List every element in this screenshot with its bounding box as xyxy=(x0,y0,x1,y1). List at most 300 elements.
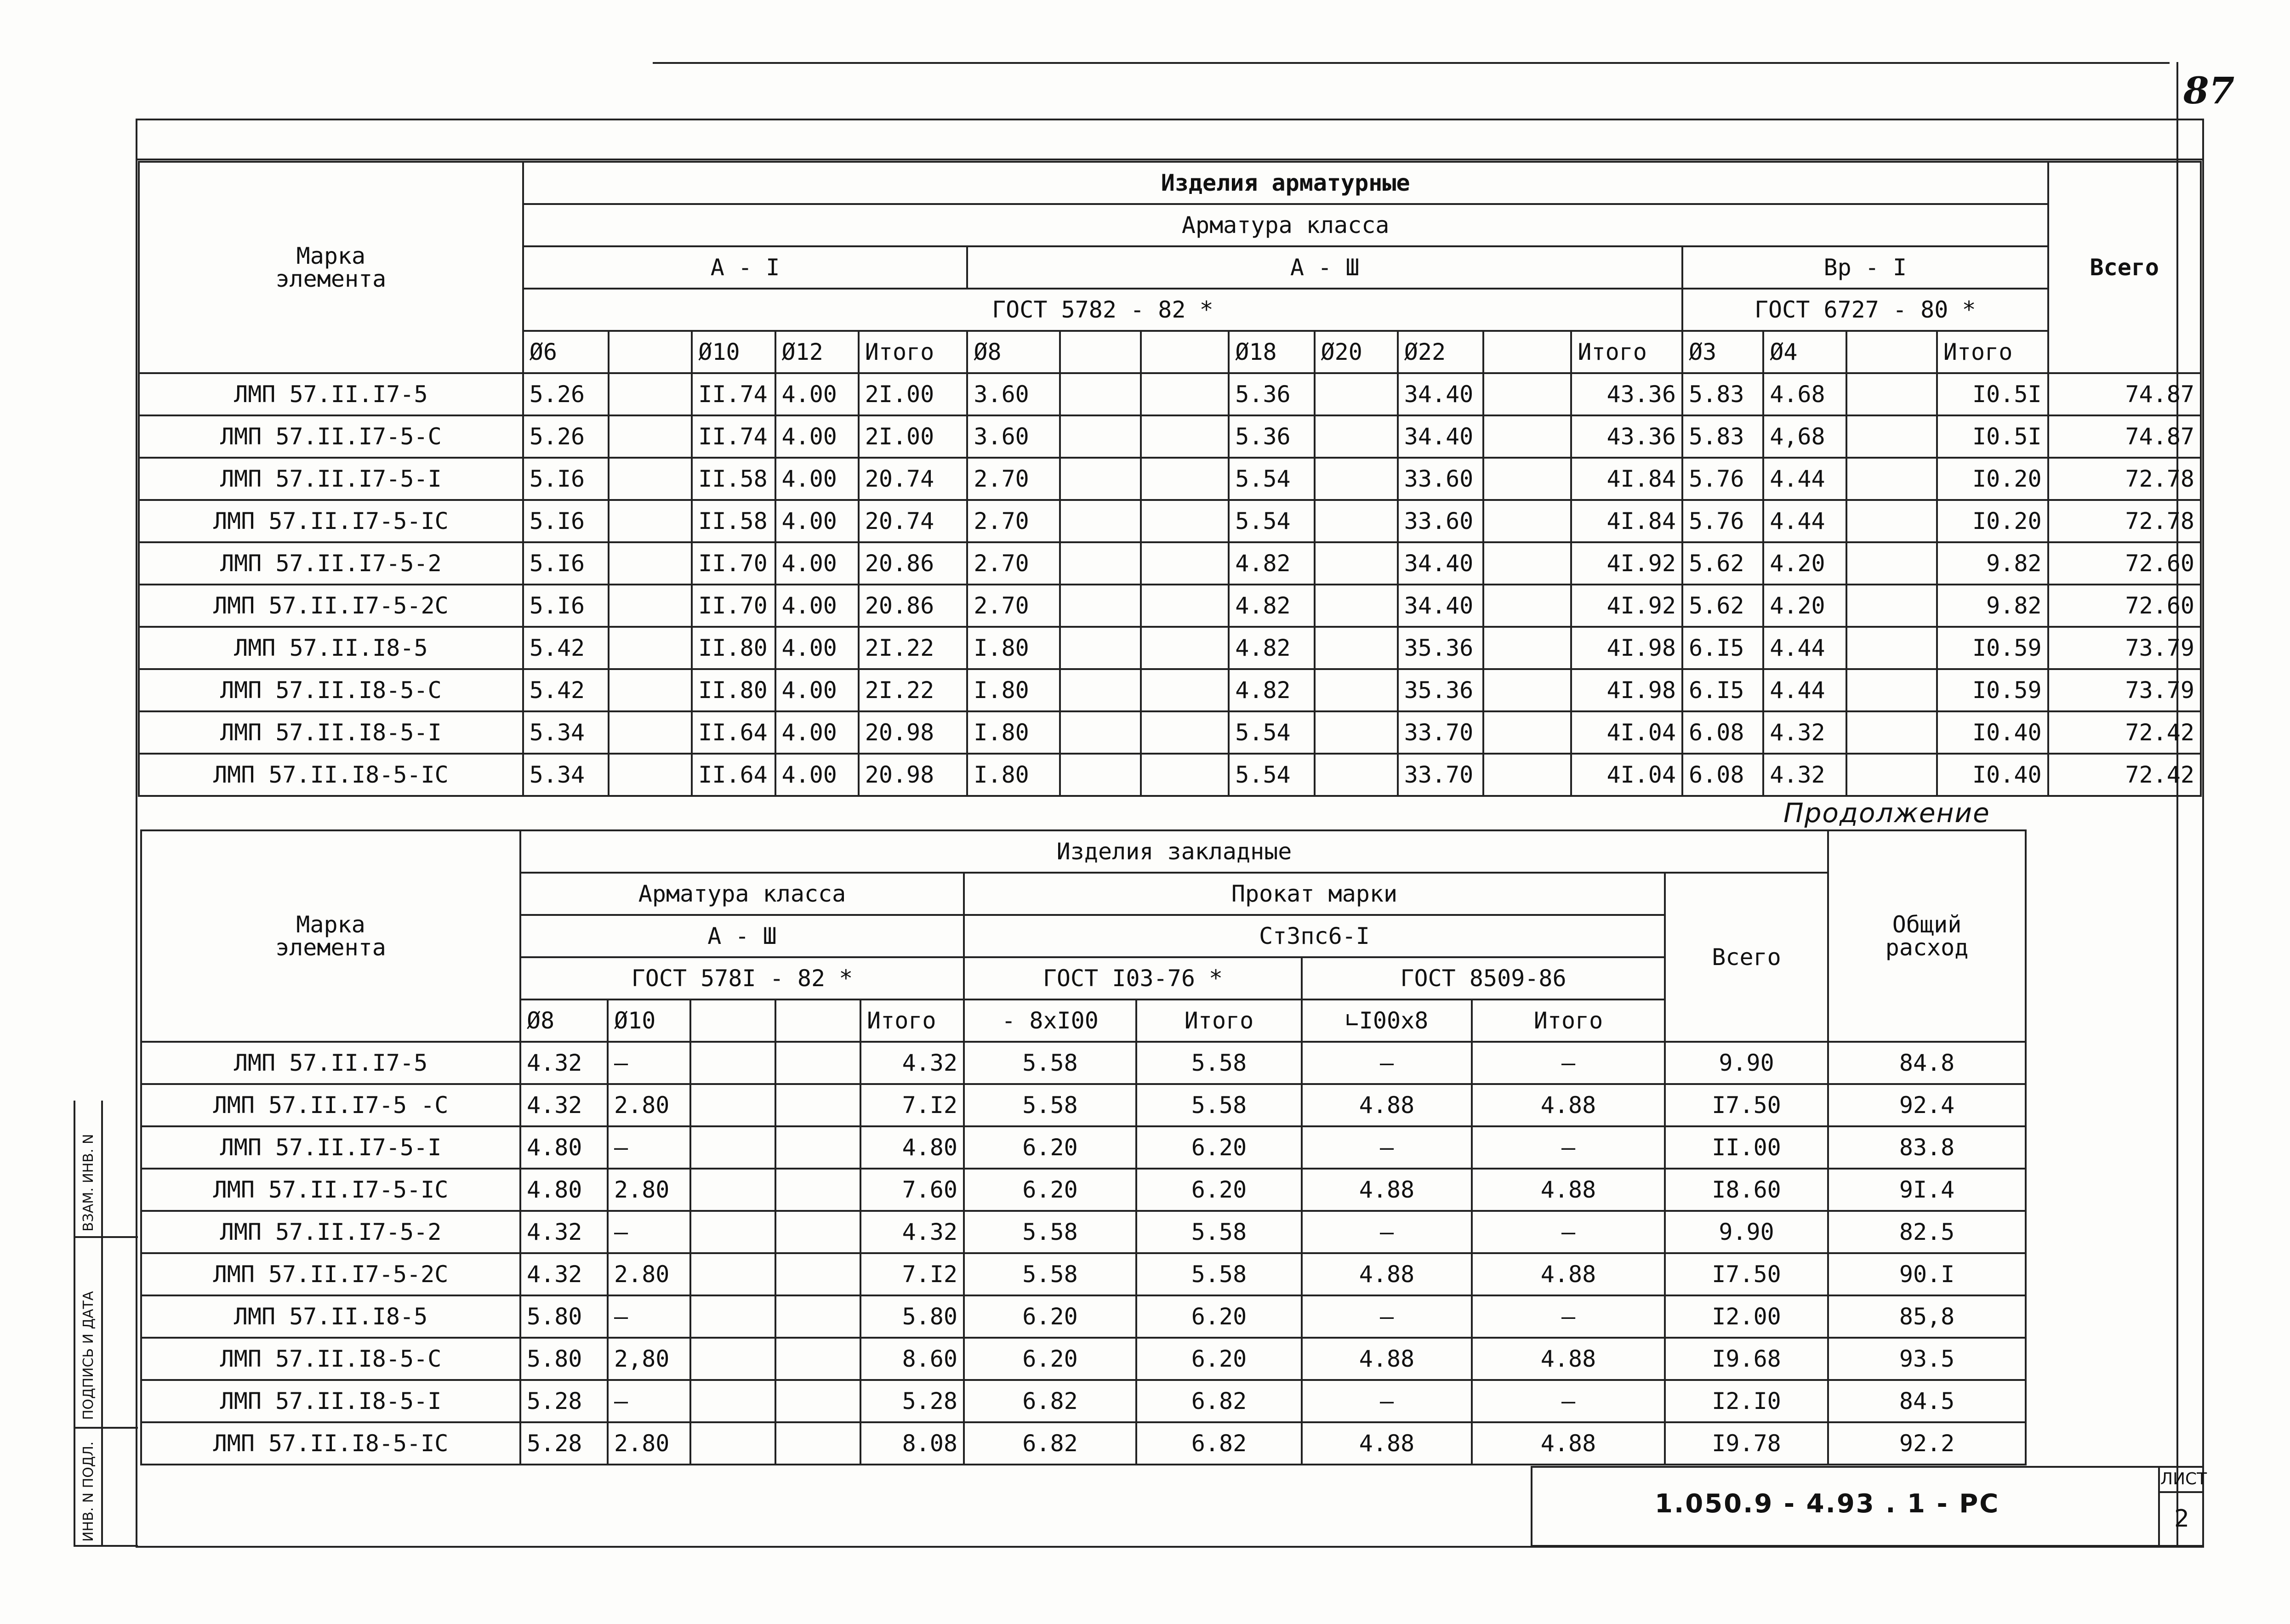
table-cell: 7.I2 xyxy=(860,1084,964,1126)
table-cell xyxy=(1315,373,1398,415)
table-cell xyxy=(1141,500,1229,542)
column-header: Ø8 xyxy=(520,999,608,1042)
table-cell: 5.80 xyxy=(520,1295,608,1338)
table-cell xyxy=(1483,458,1571,500)
table-cell xyxy=(1141,458,1229,500)
table-row xyxy=(139,627,2201,669)
row-total: 74.87 xyxy=(2048,415,2201,458)
table-cell: I0.20 xyxy=(1937,500,2048,542)
table-cell xyxy=(609,754,692,796)
row-mark: ЛМП 57.II.I7-5 xyxy=(139,373,523,415)
row-overall: 92.4 xyxy=(1828,1084,2026,1126)
table-cell xyxy=(609,711,692,754)
column-header xyxy=(1060,331,1141,373)
table-cell: 6.08 xyxy=(1682,754,1763,796)
column-header xyxy=(1483,331,1571,373)
table-cell: 4.00 xyxy=(775,415,859,458)
table-cell: 20.74 xyxy=(859,500,968,542)
gost-6727-header: ГОСТ 6727 - 80 * xyxy=(1682,289,2048,331)
table-cell: 6.20 xyxy=(964,1169,1136,1211)
table-cell: 5.36 xyxy=(1229,415,1314,458)
table-cell: 8.08 xyxy=(860,1422,964,1465)
table-cell xyxy=(690,1253,775,1295)
row-overall: 84.8 xyxy=(1828,1042,2026,1084)
table-cell xyxy=(1315,585,1398,627)
table-cell xyxy=(1315,415,1398,458)
title-rule xyxy=(136,159,2204,160)
table-row xyxy=(141,1084,2026,1126)
table-cell: 4.82 xyxy=(1229,669,1314,711)
row-mark: ЛМП 57.II.I7-5-С xyxy=(139,415,523,458)
table-cell xyxy=(1315,542,1398,585)
list-label: ЛИСТ xyxy=(2160,1470,2207,1488)
column-header: Ø10 xyxy=(692,331,775,373)
table-cell xyxy=(609,500,692,542)
row-total: 72.42 xyxy=(2048,754,2201,796)
table-cell: – xyxy=(1472,1380,1665,1422)
table-cell: 6.08 xyxy=(1682,711,1763,754)
table-cell: 5.80 xyxy=(860,1295,964,1338)
table-cell: 5.58 xyxy=(964,1253,1136,1295)
sheet-number: 87 xyxy=(2183,69,2235,112)
table-row xyxy=(139,458,2201,500)
table-row xyxy=(139,711,2201,754)
table-cell xyxy=(1141,585,1229,627)
row-overall: 93.5 xyxy=(1828,1338,2026,1380)
table-cell: – xyxy=(1302,1042,1472,1084)
table-cell: 4.32 xyxy=(1763,754,1846,796)
table-cell: – xyxy=(608,1042,690,1084)
table-cell xyxy=(775,1169,860,1211)
table-row xyxy=(141,1253,2026,1295)
table-cell: 5.42 xyxy=(523,669,609,711)
class-a3-header-2: А - Ш xyxy=(520,915,964,957)
stamp-sep-2 xyxy=(74,1427,138,1429)
titleblock-left xyxy=(1531,1466,1532,1546)
table-cell: 20.86 xyxy=(859,585,968,627)
table-cell xyxy=(1846,585,1937,627)
table-cell: I.80 xyxy=(967,627,1060,669)
table-cell: 20.98 xyxy=(859,754,968,796)
list-box-mid xyxy=(2158,1491,2204,1493)
table-cell: 34.40 xyxy=(1398,373,1483,415)
column-header: Ø10 xyxy=(608,999,690,1042)
row-total: 72.42 xyxy=(2048,711,2201,754)
table-cell: 5.58 xyxy=(964,1042,1136,1084)
table-cell: 4.32 xyxy=(860,1042,964,1084)
column-header: Ø6 xyxy=(523,331,609,373)
table-cell: 4.00 xyxy=(775,542,859,585)
table-cell: – xyxy=(1302,1380,1472,1422)
table-cell xyxy=(1846,458,1937,500)
table-cell: 33.60 xyxy=(1398,458,1483,500)
table-cell: I.80 xyxy=(967,754,1060,796)
embedded-parts-table xyxy=(140,829,2027,1465)
top-rule xyxy=(653,62,2170,64)
table-cell: – xyxy=(1472,1126,1665,1169)
row-mark: ЛМП 57.II.I7-5-I xyxy=(139,458,523,500)
table-cell: 4.00 xyxy=(775,754,859,796)
table-cell: 4I.98 xyxy=(1571,627,1682,669)
row-mark: ЛМП 57.II.I8-5-IС xyxy=(141,1422,520,1465)
table-cell: 4.32 xyxy=(860,1211,964,1253)
total-header-2: Всего xyxy=(1665,873,1828,1042)
list-number: 2 xyxy=(2174,1505,2190,1533)
row-overall: 85,8 xyxy=(1828,1295,2026,1338)
table-cell: 6.20 xyxy=(964,1126,1136,1169)
table-cell xyxy=(1141,415,1229,458)
row-mark: ЛМП 57.II.I7-5-2С xyxy=(141,1253,520,1295)
table-cell: 6.82 xyxy=(964,1422,1136,1465)
row-mark: ЛМП 57.II.I8-5-I xyxy=(141,1380,520,1422)
table-cell: 2.80 xyxy=(608,1084,690,1126)
row-total: I7.50 xyxy=(1665,1253,1828,1295)
table-cell xyxy=(1846,754,1937,796)
table-cell: 5.I6 xyxy=(523,542,609,585)
row-total: I7.50 xyxy=(1665,1084,1828,1126)
table-cell xyxy=(775,1338,860,1380)
table-cell: 5.80 xyxy=(520,1338,608,1380)
row-mark: ЛМП 57.II.I8-5-С xyxy=(139,669,523,711)
table-cell: – xyxy=(608,1126,690,1169)
overall-header xyxy=(1828,830,2026,1042)
table-cell: II.80 xyxy=(692,627,775,669)
table-cell xyxy=(1315,669,1398,711)
table-cell: 5.34 xyxy=(523,711,609,754)
table-cell xyxy=(1315,458,1398,500)
mark-header-2 xyxy=(141,830,520,1042)
table-cell: 7.I2 xyxy=(860,1253,964,1295)
table-cell xyxy=(775,1295,860,1338)
row-overall: 82.5 xyxy=(1828,1211,2026,1253)
table-cell: 4,68 xyxy=(1763,415,1846,458)
column-header xyxy=(1141,331,1229,373)
table-cell xyxy=(690,1211,775,1253)
column-header: Ø18 xyxy=(1229,331,1314,373)
table-cell: 4.88 xyxy=(1472,1169,1665,1211)
table-cell xyxy=(1060,669,1141,711)
column-header: Итого xyxy=(860,999,964,1042)
table-cell: 4.32 xyxy=(520,1253,608,1295)
table-cell: 6.20 xyxy=(1136,1169,1302,1211)
row-total: II.00 xyxy=(1665,1126,1828,1169)
table-cell xyxy=(775,1211,860,1253)
table-row xyxy=(141,1295,2026,1338)
stamp-bottom xyxy=(74,1545,138,1547)
table-cell: 5.36 xyxy=(1229,373,1314,415)
row-total: 74.87 xyxy=(2048,373,2201,415)
table-cell: 2I.00 xyxy=(859,373,968,415)
table-cell: 5.54 xyxy=(1229,754,1314,796)
class-bp1-header: Вр - I xyxy=(1682,246,2048,289)
table-cell: 5.42 xyxy=(523,627,609,669)
column-header: Итого xyxy=(1571,331,1682,373)
table-cell: 5.58 xyxy=(1136,1211,1302,1253)
table-cell xyxy=(1846,711,1937,754)
table-cell: – xyxy=(608,1211,690,1253)
table-cell: 5.54 xyxy=(1229,500,1314,542)
table-cell xyxy=(609,373,692,415)
table-cell: 4.00 xyxy=(775,585,859,627)
column-header: Ø22 xyxy=(1398,331,1483,373)
row-total: 73.79 xyxy=(2048,669,2201,711)
table-cell: 5.58 xyxy=(964,1084,1136,1126)
class-a3-header: А - Ш xyxy=(967,246,1682,289)
row-total: 72.78 xyxy=(2048,500,2201,542)
table-cell: 4.82 xyxy=(1229,585,1314,627)
table-cell xyxy=(690,1126,775,1169)
table-cell: 4.88 xyxy=(1472,1084,1665,1126)
table-cell: – xyxy=(1472,1295,1665,1338)
table-row xyxy=(141,1126,2026,1169)
table-cell: 3.60 xyxy=(967,415,1060,458)
table-cell xyxy=(1315,627,1398,669)
stamp-sep-1 xyxy=(74,1236,138,1238)
table-cell: 34.40 xyxy=(1398,542,1483,585)
table-cell xyxy=(1060,585,1141,627)
table-cell: I0.40 xyxy=(1937,711,2048,754)
table-cell xyxy=(609,458,692,500)
table-cell: – xyxy=(1302,1211,1472,1253)
table-cell xyxy=(1141,373,1229,415)
table-cell: 8.60 xyxy=(860,1338,964,1380)
table-row xyxy=(141,1422,2026,1465)
table-cell: I0.59 xyxy=(1937,627,2048,669)
table-cell: II.80 xyxy=(692,669,775,711)
table-cell: 2,80 xyxy=(608,1338,690,1380)
table-cell: 4.80 xyxy=(520,1169,608,1211)
column-header xyxy=(609,331,692,373)
table-cell: 2I.22 xyxy=(859,627,968,669)
table-cell: 5.62 xyxy=(1682,585,1763,627)
table-cell xyxy=(690,1422,775,1465)
table-cell: 5.54 xyxy=(1229,711,1314,754)
group-header-2: Изделия закладные xyxy=(520,830,1828,873)
table-cell: 4I.92 xyxy=(1571,542,1682,585)
table-cell: 5.58 xyxy=(964,1211,1136,1253)
table-cell: 5.54 xyxy=(1229,458,1314,500)
table-cell xyxy=(1141,754,1229,796)
table-cell: 4.88 xyxy=(1302,1338,1472,1380)
table-cell: 6.20 xyxy=(1136,1126,1302,1169)
table-cell: 2I.00 xyxy=(859,415,968,458)
row-overall: 90.I xyxy=(1828,1253,2026,1295)
row-total: I2.I0 xyxy=(1665,1380,1828,1422)
table-cell: 34.40 xyxy=(1398,415,1483,458)
table-cell: 4.20 xyxy=(1763,585,1846,627)
table-cell: II.74 xyxy=(692,373,775,415)
table-cell: 5.34 xyxy=(523,754,609,796)
table-cell: 33.60 xyxy=(1398,500,1483,542)
table-cell: 4.82 xyxy=(1229,542,1314,585)
total-header: Всего xyxy=(2048,162,2201,373)
table-cell xyxy=(1483,415,1571,458)
row-mark: ЛМП 57.II.I7-5-2 xyxy=(141,1211,520,1253)
table-cell: 35.36 xyxy=(1398,669,1483,711)
row-overall: 84.5 xyxy=(1828,1380,2026,1422)
table-cell: II.58 xyxy=(692,500,775,542)
table-cell: 4I.04 xyxy=(1571,711,1682,754)
table-cell: 4.44 xyxy=(1763,500,1846,542)
table-cell xyxy=(775,1253,860,1295)
table-cell xyxy=(1483,711,1571,754)
stamp-left-rule xyxy=(74,1101,75,1546)
table-cell: 9.82 xyxy=(1937,585,2048,627)
table-row xyxy=(139,373,2201,415)
mark-header xyxy=(139,162,523,373)
row-mark: ЛМП 57.II.I8-5-IС xyxy=(139,754,523,796)
table-cell: 4I.04 xyxy=(1571,754,1682,796)
row-overall: 9I.4 xyxy=(1828,1169,2026,1211)
mark-header-2-text: Марка элемента xyxy=(275,911,386,961)
table-cell xyxy=(775,1042,860,1084)
table-cell: 4I.98 xyxy=(1571,669,1682,711)
table-cell: – xyxy=(608,1380,690,1422)
overall-header-text: Общий расход xyxy=(1885,911,1969,961)
table-cell: 6.20 xyxy=(964,1295,1136,1338)
column-header xyxy=(1846,331,1937,373)
table-row xyxy=(139,754,2201,796)
column-header: ∟I00x8 xyxy=(1302,999,1472,1042)
table-cell xyxy=(1846,373,1937,415)
column-header: Итого xyxy=(1136,999,1302,1042)
row-total: 72.78 xyxy=(2048,458,2201,500)
table-cell: 4.88 xyxy=(1302,1084,1472,1126)
table-cell: 2.80 xyxy=(608,1422,690,1465)
table-cell: 6.I5 xyxy=(1682,669,1763,711)
table-cell xyxy=(1315,754,1398,796)
side-label-sign: ПОДПИСЬ И ДАТА xyxy=(80,1291,97,1420)
table-cell: 5.76 xyxy=(1682,500,1763,542)
table-cell: 35.36 xyxy=(1398,627,1483,669)
table-cell: II.58 xyxy=(692,458,775,500)
table-cell: 5.I6 xyxy=(523,585,609,627)
table-cell xyxy=(1141,542,1229,585)
table-cell: 5.58 xyxy=(1136,1084,1302,1126)
table-row xyxy=(139,585,2201,627)
table-cell: 2.80 xyxy=(608,1253,690,1295)
row-mark: ЛМП 57.II.I7-5-I xyxy=(141,1126,520,1169)
table-cell: 4.32 xyxy=(520,1084,608,1126)
side-label-vzam: ВЗАМ. ИНВ. N xyxy=(80,1134,97,1232)
column-header: - 8xI00 xyxy=(964,999,1136,1042)
table-cell xyxy=(1483,669,1571,711)
table-cell: 6.82 xyxy=(1136,1380,1302,1422)
titleblock-top xyxy=(1531,1466,2204,1468)
table-cell: 5.83 xyxy=(1682,415,1763,458)
table-cell: 4.00 xyxy=(775,458,859,500)
table-row xyxy=(139,500,2201,542)
table-cell xyxy=(1846,669,1937,711)
table-row xyxy=(141,1042,2026,1084)
table-cell: 4.32 xyxy=(520,1211,608,1253)
table-cell: 4.32 xyxy=(520,1042,608,1084)
row-mark: ЛМП 57.II.I8-5-С xyxy=(141,1338,520,1380)
table-cell xyxy=(1060,458,1141,500)
table-cell xyxy=(690,1084,775,1126)
armatura-header: Арматура класса xyxy=(523,204,2048,246)
row-mark: ЛМП 57.II.I7-5 -С xyxy=(141,1084,520,1126)
table-cell: 4.44 xyxy=(1763,458,1846,500)
row-overall: 83.8 xyxy=(1828,1126,2026,1169)
table-cell: II.64 xyxy=(692,754,775,796)
gost-8509-header: ГОСТ 8509-86 xyxy=(1302,957,1665,999)
column-header xyxy=(690,999,775,1042)
table-cell: 4.88 xyxy=(1302,1253,1472,1295)
table-cell xyxy=(609,415,692,458)
row-mark: ЛМП 57.II.I7-5-2С xyxy=(139,585,523,627)
table-cell xyxy=(690,1295,775,1338)
table-cell xyxy=(1141,711,1229,754)
table-cell: 5.83 xyxy=(1682,373,1763,415)
row-mark: ЛМП 57.II.I7-5-IС xyxy=(141,1169,520,1211)
table-cell xyxy=(609,585,692,627)
table-cell xyxy=(775,1422,860,1465)
row-overall: 92.2 xyxy=(1828,1422,2026,1465)
reinforcement-table xyxy=(138,161,2202,797)
table-cell: 4.00 xyxy=(775,373,859,415)
table-cell xyxy=(1060,627,1141,669)
table-cell: 34.40 xyxy=(1398,585,1483,627)
table-cell: I0.5I xyxy=(1937,415,2048,458)
table-cell xyxy=(1483,585,1571,627)
table-cell xyxy=(1141,669,1229,711)
table-cell: 4.80 xyxy=(520,1126,608,1169)
steel-header: Ст3пс6-I xyxy=(964,915,1665,957)
table-cell xyxy=(1060,754,1141,796)
table-cell: 5.62 xyxy=(1682,542,1763,585)
table-cell xyxy=(609,627,692,669)
row-total: I9.78 xyxy=(1665,1422,1828,1465)
table-cell: 5.26 xyxy=(523,373,609,415)
table-cell: 4.00 xyxy=(775,627,859,669)
table-cell: I0.20 xyxy=(1937,458,2048,500)
table-cell: 4.32 xyxy=(1763,711,1846,754)
table-cell: 4I.84 xyxy=(1571,500,1682,542)
table-cell: 4.88 xyxy=(1302,1422,1472,1465)
table-cell: 2.70 xyxy=(967,500,1060,542)
table-row xyxy=(141,1380,2026,1422)
table-cell: 4.88 xyxy=(1472,1253,1665,1295)
table-cell: 20.86 xyxy=(859,542,968,585)
table-cell: 2.70 xyxy=(967,585,1060,627)
gost-5781-header: ГОСТ 578I - 82 * xyxy=(520,957,964,999)
table-row xyxy=(139,542,2201,585)
table-cell: 4.00 xyxy=(775,669,859,711)
table-cell: 2.80 xyxy=(608,1169,690,1211)
continuation-label: Продолжение xyxy=(1783,797,1990,829)
group-header: Изделия арматурные xyxy=(523,162,2048,204)
table-cell xyxy=(690,1042,775,1084)
table-cell: 7.60 xyxy=(860,1169,964,1211)
table-cell xyxy=(1483,500,1571,542)
table-cell: 2I.22 xyxy=(859,669,968,711)
table-cell: 4.88 xyxy=(1472,1422,1665,1465)
table-cell xyxy=(775,1126,860,1169)
table-cell xyxy=(1060,373,1141,415)
row-total: 73.79 xyxy=(2048,627,2201,669)
table-cell xyxy=(1483,542,1571,585)
table-cell: 20.74 xyxy=(859,458,968,500)
table-cell: 6.20 xyxy=(1136,1338,1302,1380)
list-box-left xyxy=(2158,1466,2160,1546)
column-header: Итого xyxy=(1472,999,1665,1042)
column-header xyxy=(775,999,860,1042)
table-cell: – xyxy=(1302,1126,1472,1169)
table-cell xyxy=(775,1380,860,1422)
side-label-inv: ИНВ. N ПОДЛ. xyxy=(80,1441,97,1542)
table-cell: II.74 xyxy=(692,415,775,458)
